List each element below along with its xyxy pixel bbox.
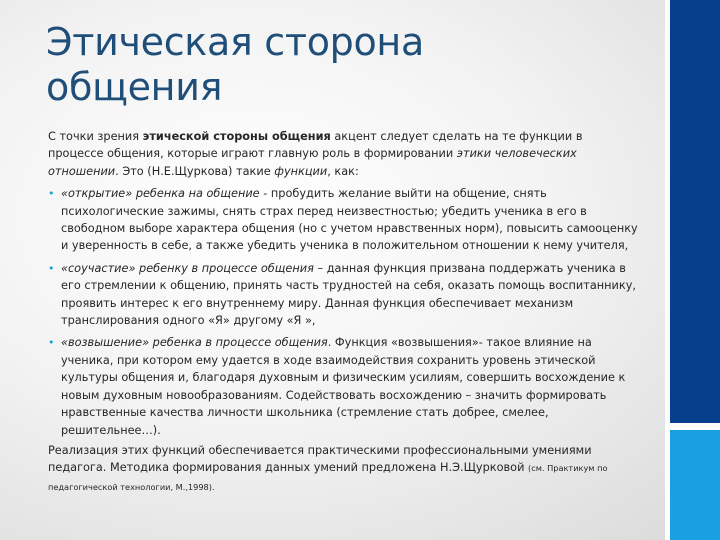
bullet-text: - пробудить желание выйти на общение, снять психологические зажимы, снять страх перед неизвестностью; убедить ученика в его в свободном выборе характера общения (но с учетом нравственных норм), повысить самооценку и уверенность в себе, а также убедить ученика в положительном отношении к нему учителя,: [61, 187, 638, 253]
bullet-text: . Функция «возвышения»- такое влияние на ученика, при котором ему удается в ходе взаимодействия сохранить уровень этической культуры общения и, благодаря духовным и физическим усилиям, совершить восхождение к новым духовным новообразованиям. Содействовать восхождению – значить формировать нравственные качества личности школьника (стремление стать добрее, смелее, решительнее…).: [61, 336, 626, 437]
slide-content: [48, 128, 638, 496]
list-item: [48, 334, 638, 438]
conclusion-paragraph: [48, 442, 638, 496]
bullet-term: «соучастие» ребенку в процессе общения: [61, 261, 314, 275]
list-item: [48, 185, 638, 255]
decorative-sidebar: [665, 0, 720, 540]
bullet-text: – данная функция призвана поддержать ученика в его стремлении к общению, принять часть трудностей на себя, оказать помощь воспитаннику, проявить интерес к его внутреннему миру. Данная функция обеспечивает механизм транслирования одного «Я» другому «Я »,: [61, 261, 636, 328]
bullet-icon: •: [48, 187, 55, 201]
sidebar-band-dark: [670, 0, 720, 423]
title-line-1: Этическая сторона: [46, 20, 424, 64]
title-line-2: общения: [46, 65, 223, 109]
intro-text-4: , как:: [327, 164, 359, 178]
intro-text-2: акцент следует сделать на те функции в процессе общения, которые играют главную роль в формировании: [48, 130, 583, 161]
intro-emphasis-functions: функции: [274, 164, 328, 178]
intro-text-3: . Это (Н.Е.Щуркова) такие: [115, 164, 275, 178]
sidebar-band-light: [670, 430, 720, 540]
bullet-icon: •: [48, 261, 55, 275]
intro-emphasis-relations: этики человеческих отношении: [48, 147, 577, 178]
bullet-icon: •: [48, 336, 55, 350]
bullet-term: «возвышение» ребенка в процессе общения: [61, 336, 328, 350]
conclusion-note: (см. Практикум по педагогической технологии, М.,1998).: [48, 463, 608, 492]
conclusion-text: Реализация этих функций обеспечивается практическими профессиональными умениями педагога. Методика формирования данных умений предложена Н.Э.Щурковой: [48, 443, 592, 475]
list-item: [48, 260, 638, 330]
intro-text-1: С точки зрения: [48, 130, 143, 143]
intro-emphasis-ethics: этической стороны общения: [142, 130, 331, 143]
intro-paragraph: [48, 128, 638, 180]
slide-title: [46, 20, 646, 110]
bullet-term: «открытие» ребенка на общение: [61, 187, 264, 201]
